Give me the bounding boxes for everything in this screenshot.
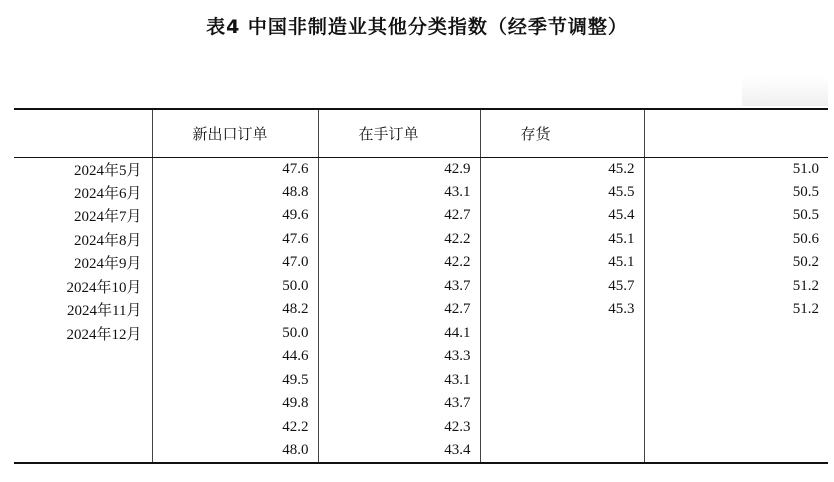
cell-v4: 50.6: [644, 228, 828, 252]
cell-v3: [480, 392, 644, 416]
cell-v1: 49.6: [152, 204, 318, 228]
table-row: [14, 251, 828, 275]
index-table-container: [14, 108, 828, 464]
cell-v3: 45.3: [480, 298, 644, 322]
cell-month: 2024年8月: [73, 232, 142, 249]
table-row: [14, 228, 828, 252]
cell-v1: 48.0: [152, 439, 318, 463]
header-row: [14, 109, 828, 157]
cell-v4: [644, 369, 828, 393]
cell-v3: [480, 322, 644, 346]
header-col-5: [644, 109, 828, 157]
header-new-export-orders: 新出口订单: [152, 109, 318, 157]
table-row: [14, 345, 828, 369]
cell-v2: 43.1: [318, 369, 480, 393]
cell-v1: 50.0: [152, 322, 318, 346]
cell-v3: 45.5: [480, 181, 644, 205]
cell-v1: 44.6: [152, 345, 318, 369]
cell-v1: 47.6: [152, 228, 318, 252]
cell-v1: 42.2: [152, 416, 318, 440]
cell-v4: 50.5: [644, 181, 828, 205]
table-row: [14, 157, 828, 181]
cell-month: [14, 369, 152, 393]
cell-month: 2024年10月: [66, 279, 142, 296]
cell-v2: 42.9: [318, 157, 480, 181]
cell-v2: 42.7: [318, 298, 480, 322]
cell-v2: 42.2: [318, 251, 480, 275]
cell-month: 2024年11月: [67, 303, 142, 320]
cell-month: [14, 416, 152, 440]
cell-v2: 44.1: [318, 322, 480, 346]
table-row: [14, 392, 828, 416]
cell-v4: 50.5: [644, 204, 828, 228]
cell-v2: 42.3: [318, 416, 480, 440]
cell-v1: 48.2: [152, 298, 318, 322]
cell-v3: [480, 439, 644, 463]
header-patch: [742, 76, 828, 106]
cell-v2: 43.4: [318, 439, 480, 463]
cell-v1: 47.6: [152, 157, 318, 181]
cell-v3: [480, 345, 644, 369]
table-row: [14, 181, 828, 205]
cell-v3: [480, 416, 644, 440]
cell-v3: 45.1: [480, 251, 644, 275]
cell-month: [14, 392, 152, 416]
table-row: [14, 298, 828, 322]
cell-v4: [644, 345, 828, 369]
table-row: [14, 439, 828, 463]
cell-month: [14, 439, 152, 463]
table-row: [14, 204, 828, 228]
cell-v4: 51.0: [644, 157, 828, 181]
table-title: 表4 中国非制造业其他分类指数（经季节调整）: [206, 16, 628, 38]
cell-v4: 51.2: [644, 275, 828, 299]
cell-v1: 48.8: [152, 181, 318, 205]
cell-month: [14, 345, 152, 369]
cell-month: 2024年6月: [73, 185, 142, 202]
cell-v3: 45.1: [480, 228, 644, 252]
cell-month: 2024年5月: [73, 162, 142, 179]
cell-v3: 45.7: [480, 275, 644, 299]
table-row: [14, 275, 828, 299]
cell-v4: [644, 439, 828, 463]
cell-v1: 49.5: [152, 369, 318, 393]
cell-v1: 49.8: [152, 392, 318, 416]
header-backlog-orders: 在手订单: [318, 109, 480, 157]
cell-v3: 45.2: [480, 157, 644, 181]
header-inventory: 存货: [480, 109, 644, 157]
cell-v4: [644, 322, 828, 346]
cell-v4: 51.2: [644, 298, 828, 322]
cell-v3: [480, 369, 644, 393]
cell-v2: 43.7: [318, 275, 480, 299]
cell-v3: 45.4: [480, 204, 644, 228]
cell-v2: 43.7: [318, 392, 480, 416]
table-row: [14, 369, 828, 393]
cell-v4: [644, 392, 828, 416]
cell-v2: 43.1: [318, 181, 480, 205]
cell-v1: 50.0: [152, 275, 318, 299]
header-month: [14, 109, 152, 157]
cell-v2: 42.7: [318, 204, 480, 228]
cell-v1: 47.0: [152, 251, 318, 275]
cell-v4: 50.2: [644, 251, 828, 275]
cell-month: 2024年7月: [73, 209, 142, 226]
cell-v2: 42.2: [318, 228, 480, 252]
table-row: [14, 322, 828, 346]
cell-v2: 43.3: [318, 345, 480, 369]
cell-month: 2024年9月: [73, 256, 142, 273]
index-table: [14, 108, 828, 464]
table-row: [14, 416, 828, 440]
cell-v4: [644, 416, 828, 440]
cell-month: 2024年12月: [66, 326, 142, 343]
